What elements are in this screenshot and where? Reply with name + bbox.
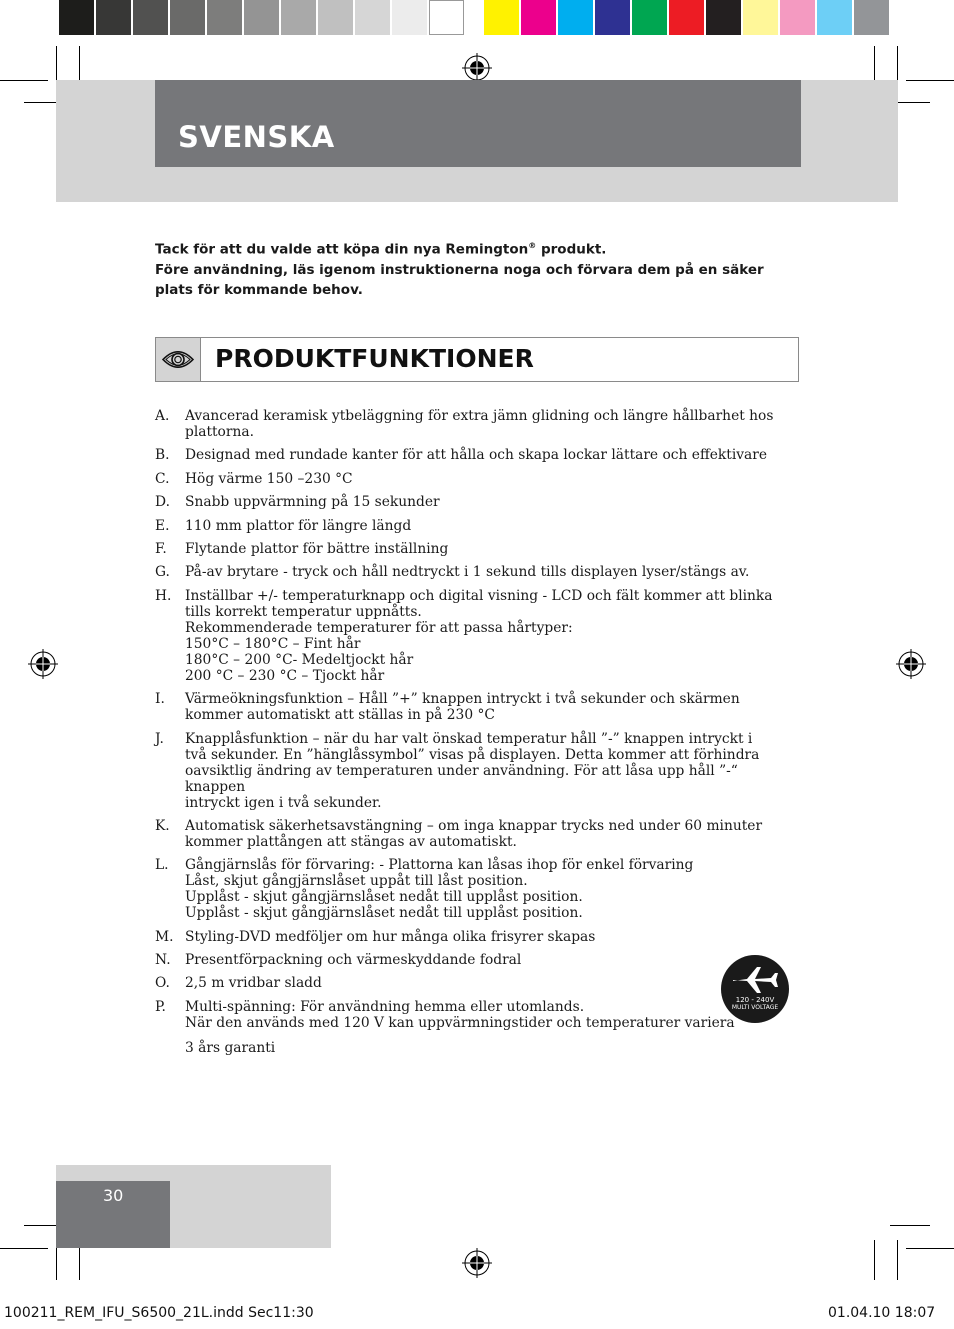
- color-swatch: [207, 0, 242, 35]
- color-swatch: [706, 0, 741, 35]
- feature-item: [155, 541, 795, 557]
- feature-text: 2,5 m vridbar sladd: [185, 975, 322, 992]
- slug-file-info: 100211_REM_IFU_S6500_21L.indd Sec11:30: [4, 1305, 314, 1321]
- feature-item: [155, 731, 795, 811]
- intro-line-2: Före användning, läs igenom instruktionerna noga och förvara dem på en säker plats för kommande behov.: [155, 261, 764, 298]
- feature-letter: P.: [155, 998, 166, 1015]
- color-swatch: [854, 0, 889, 35]
- feature-text: 110 mm plattor för längre längd: [185, 517, 412, 534]
- color-swatch: [59, 0, 94, 35]
- registration-mark-icon: [462, 1248, 492, 1278]
- feature-item: [155, 999, 795, 1031]
- feature-item: [155, 929, 795, 945]
- eye-icon: [156, 338, 200, 381]
- feature-text: Presentförpackning och värmeskyddande fodral: [185, 952, 522, 969]
- registration-mark-icon: [462, 53, 492, 83]
- guarantee-text: 3 års garanti: [185, 1040, 276, 1056]
- color-swatch: [170, 0, 205, 35]
- feature-letter: O.: [155, 975, 170, 992]
- feature-text: Gångjärnslås för förvaring: - Plattorna kan låsas ihop för enkel förvaring Låst, skjut gångjärnslåset uppåt till låst position. Upplåst - skjut gångjärnslåset nedåt till upplåst position. Upplåst - skjut gångjärnslåset nedåt till upplåst position.: [185, 857, 694, 922]
- feature-text: På-av brytare - tryck och håll nedtryckt i 1 sekund tills displayen lyser/stängs av.: [185, 564, 750, 581]
- feature-text: Multi-spänning: För användning hemma eller utomlands. När den används med 120 V kan uppvärmningstider och temperaturer variera: [185, 998, 735, 1031]
- crop-mark: [906, 80, 954, 81]
- feature-item: [155, 952, 795, 968]
- feature-text: Styling-DVD medföljer om hur många olika frisyrer skapas: [185, 928, 596, 945]
- feature-text: Designad med rundade kanter för att hålla och skapa lockar lättare och effektivare: [185, 447, 768, 464]
- page-title: SVENSKA: [178, 120, 335, 154]
- feature-text: Inställbar +/- temperaturknapp och digital visning - LCD och fält kommer att blinka tills korrekt temperatur uppnåtts. Rekommenderade temperaturer för att passa hårtyper: 150°C – 180°C – Fint hår 180°C – 200 °C- Medeltjockt hår 200 °C – 230 °C – Tjockt hår: [185, 587, 773, 684]
- color-swatch: [595, 0, 630, 35]
- crop-mark: [897, 1240, 898, 1280]
- intro-line-1-text: Tack för att du valde att köpa din nya Remington: [155, 241, 529, 258]
- color-swatch: [780, 0, 815, 35]
- color-swatch: [521, 0, 556, 35]
- feature-letter: B.: [155, 447, 170, 464]
- feature-text: Hög värme 150 –230 °C: [185, 470, 353, 487]
- feature-item: [155, 975, 795, 991]
- feature-letter: E.: [155, 517, 170, 534]
- voltage-range: 120 - 240V: [735, 996, 775, 1004]
- intro-line-1-suffix: produkt.: [536, 241, 607, 258]
- color-swatch: [392, 0, 427, 35]
- feature-letter: G.: [155, 564, 170, 581]
- color-swatch: [669, 0, 704, 35]
- intro-text: [155, 236, 785, 300]
- feature-item: [155, 691, 795, 723]
- color-swatch: [96, 0, 131, 35]
- registration-mark-icon: [896, 649, 926, 679]
- feature-text: Värmeökningsfunktion – Håll ”+” knappen intryckt i två sekunder och skärmen kommer automatiskt att ställas in på 230 °C: [185, 691, 740, 724]
- feature-text: Flytande plattor för bättre inställning: [185, 540, 449, 557]
- color-swatch: [558, 0, 593, 35]
- color-swatch: [429, 0, 464, 35]
- feature-item: [155, 518, 795, 534]
- color-swatch: [817, 0, 852, 35]
- airplane-icon: [721, 959, 789, 999]
- color-swatch: [281, 0, 316, 35]
- page-number: 30: [103, 1186, 124, 1205]
- feature-item: [155, 588, 795, 684]
- process-color-bar: [484, 0, 891, 38]
- color-swatch: [484, 0, 519, 35]
- registration-mark-icon: [28, 649, 58, 679]
- feature-letter: N.: [155, 952, 171, 969]
- feature-letter: A.: [155, 408, 170, 424]
- feature-letter: L.: [155, 857, 169, 874]
- multi-voltage-badge: [721, 955, 789, 1023]
- feature-letter: F.: [155, 540, 167, 557]
- registered-mark: ®: [528, 241, 537, 250]
- color-swatch: [355, 0, 390, 35]
- section-heading: [155, 337, 799, 382]
- color-swatch: [632, 0, 667, 35]
- feature-letter: C.: [155, 470, 170, 487]
- gray-color-bar: [59, 0, 466, 38]
- crop-mark: [0, 1248, 48, 1249]
- feature-letter: J.: [155, 730, 164, 747]
- feature-item: [155, 564, 795, 580]
- feature-item: [155, 447, 795, 463]
- section-title: PRODUKTFUNKTIONER: [215, 344, 534, 373]
- feature-list: [155, 408, 795, 1038]
- feature-letter: D.: [155, 494, 170, 511]
- feature-letter: M.: [155, 928, 174, 945]
- feature-item: [155, 471, 795, 487]
- feature-letter: I.: [155, 691, 165, 708]
- crop-mark: [874, 1240, 875, 1280]
- feature-letter: H.: [155, 587, 172, 604]
- color-swatch: [318, 0, 353, 35]
- feature-text: Avancerad keramisk ytbeläggning för extra jämn glidning och längre hållbarhet hos plattorna.: [185, 408, 774, 440]
- section-icon-box: [156, 338, 201, 381]
- voltage-label: MULTI VOLTAGE: [731, 1004, 779, 1011]
- crop-mark: [0, 80, 48, 81]
- color-swatch: [133, 0, 168, 35]
- crop-mark: [890, 1225, 930, 1226]
- feature-letter: K.: [155, 817, 170, 834]
- feature-item: [155, 494, 795, 510]
- feature-text: Knapplåsfunktion – när du har valt önskad temperatur håll ”-” knappen intryckt i två sekunder. En ”hänglåssymbol” visas på displayen. Detta kommer att förhindra oavsiktlig ändring av temperaturen under användning. För att låsa upp håll ”-“ knappen intryckt igen i två sekunder.: [185, 730, 760, 811]
- color-swatch: [244, 0, 279, 35]
- feature-text: Automatisk säkerhetsavstängning – om inga knappar trycks ned under 60 minuter kommer plattången att stängas av automatiskt.: [185, 817, 763, 850]
- color-swatch: [743, 0, 778, 35]
- intro-line-1: [155, 236, 785, 260]
- feature-text: Snabb uppvärmning på 15 sekunder: [185, 494, 440, 511]
- feature-item: [155, 408, 795, 440]
- feature-item: [155, 818, 795, 850]
- feature-item: [155, 857, 795, 921]
- slug-date-time: 01.04.10 18:07: [828, 1305, 936, 1321]
- crop-mark: [906, 1248, 954, 1249]
